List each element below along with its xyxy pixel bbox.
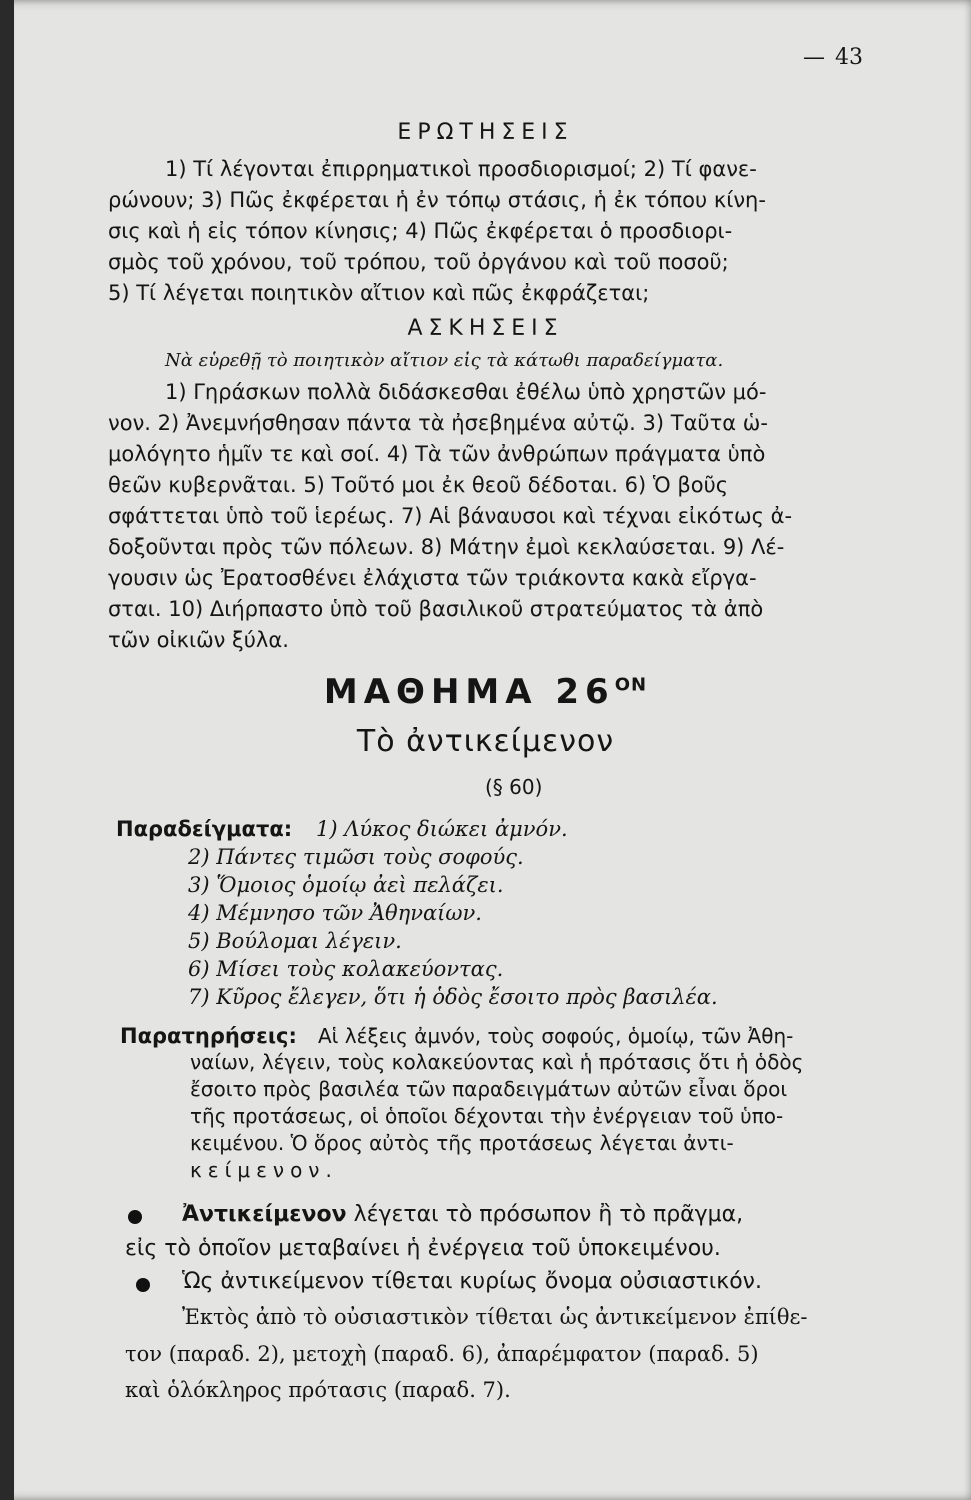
questions-line: 5) Τί λέγεται ποιητικὸν αἴτιον καὶ πῶς ἐκφράζεται; [108, 281, 650, 305]
remarks-line: Αἱ λέξεις ἀμνόν, τοὺς σοφούς, ὁμοίῳ, τῶν Ἀθη- [318, 1024, 794, 1048]
remarks-line: ἔσοιτο πρὸς βασιλέα τῶν παραδειγμάτων αὐτῶν εἶναι ὅροι [190, 1077, 788, 1101]
definition-line1 [182, 1202, 743, 1227]
page-number [803, 45, 863, 70]
remarks-line: ναίων, λέγειν, τοὺς κολακεύοντας καὶ ἡ πρότασις ὅτι ἡ ὁδὸς [190, 1050, 804, 1074]
definition-line1-rest: λέγεται τὸ πρόσωπον ἢ τὸ πρᾶγμα, [346, 1202, 744, 1227]
exercises-line: γουσιν ὡς Ἐρατοσθένει ἐλάχιστα τῶν τριάκοντα κακὰ εἴργα- [108, 566, 757, 590]
example-item: 6) Μίσει τοὺς κολακεύοντας. [188, 957, 504, 981]
questions-heading: ΕΡΩΤΗΣΕΙΣ [397, 120, 574, 145]
questions-line: ρώνουν; 3) Πῶς ἐκφέρεται ἡ ἐν τόπῳ στάσις, ἡ ἐκ τόπου κίνη- [108, 188, 766, 212]
page-number-dash: — [803, 45, 825, 70]
exercises-line: σφάττεται ὑπὸ τοῦ ἱερέως. 7) Αἱ βάναυσοι καὶ τέχναι εἰκότως ἀ- [108, 504, 793, 528]
exercises-instruction: Νὰ εὑρεθῇ τὸ ποιητικὸν αἴτιον εἰς τὰ κάτωθι παραδείγματα. [165, 350, 724, 371]
example-item: 7) Κῦρος ἔλεγεν, ὅτι ἡ ὁδὸς ἔσοιτο πρὸς βασιλέα. [188, 985, 718, 1009]
bullet-dot [128, 1210, 142, 1224]
lesson-title-sup: ΟΝ [614, 674, 648, 696]
examples-label: Παραδείγματα: [116, 817, 293, 841]
exercises-line: δοξοῦνται πρὸς τῶν πόλεων. 8) Μάτην ἐμοὶ κεκλαύσεται. 9) Λέ- [108, 535, 785, 559]
example-item: 3) Ὅμοιος ὁμοίῳ ἀεὶ πελάζει. [188, 873, 504, 897]
questions-line: σις καὶ ἡ εἰς τόπον κίνησις; 4) Πῶς ἐκφέρεται ὁ προσδιορι- [108, 219, 733, 243]
example-item: 4) Μέμνησο τῶν Ἀθηναίων. [188, 901, 482, 925]
page-number-value: 43 [835, 45, 863, 70]
rule-line: Ἐκτὸς ἀπὸ τὸ οὐσιαστικὸν τίθεται ὡς ἀντικείμενον ἐπίθε- [182, 1305, 808, 1329]
exercises-line: μολόγητο ἡμῖν τε καὶ σοί. 4) Τὰ τῶν ἀνθρώπων πράγματα ὑπὸ [108, 442, 766, 466]
definition-line2: εἰς τὸ ὁποῖον μεταβαίνει ἡ ἐνέργεια τοῦ ὑποκειμένου. [125, 1236, 721, 1261]
rule-line: καὶ ὁλόκληρος πρότασις (παραδ. 7). [125, 1378, 511, 1402]
example-item: 1) Λύκος διώκει ἀμνόν. [316, 817, 568, 841]
exercises-line: 1) Γηράσκων πολλὰ διδάσκεσθαι ἐθέλω ὑπὸ χρηστῶν μό- [165, 380, 767, 404]
exercises-heading: ΑΣΚΗΣΕΙΣ [407, 316, 564, 341]
lesson-title [0, 672, 971, 712]
definition-term: Ἀντικείμενον [182, 1202, 347, 1227]
exercises-line: θεῶν κυβερνᾶται. 5) Τοῦτό μοι ἐκ θεοῦ δέδοται. 6) Ὁ βοῦς [108, 473, 729, 497]
questions-line: 1) Τί λέγονται ἐπιρρηματικοὶ προσδιορισμοί; 2) Τί φανε- [165, 157, 757, 181]
rule-line1: Ὡς ἀντικείμενον τίθεται κυρίως ὄνομα οὐσιαστικόν. [182, 1269, 762, 1294]
remarks-line: κείμενον. [190, 1158, 338, 1182]
remarks-line: κειμένου. Ὁ ὅρος αὐτὸς τῆς προτάσεως λέγεται ἀντι- [190, 1131, 734, 1155]
lesson-subtitle: Τὸ ἀντικείμενον [356, 724, 615, 759]
exercises-line: σται. 10) Διήρπαστο ὑπὸ τοῦ βασιλικοῦ στρατεύματος τὰ ἀπὸ [108, 597, 764, 621]
bullet-dot [136, 1278, 150, 1292]
example-item: 5) Βούλομαι λέγειν. [188, 929, 402, 953]
lesson-section: (§ 60) [485, 775, 543, 799]
lesson-title-text: ΜΑΘΗΜΑ 26 [323, 672, 615, 712]
rule-line: τον (παραδ. 2), μετοχὴ (παραδ. 6), ἀπαρέμφατον (παραδ. 5) [125, 1342, 759, 1366]
exercises-line: νον. 2) Ἀνεμνήσθησαν πάντα τὰ ἠσεβημένα αὐτῷ. 3) Ταῦτα ὡ- [108, 411, 768, 435]
exercises-line: τῶν οἰκιῶν ξύλα. [108, 628, 289, 652]
remarks-label: Παρατηρήσεις: [120, 1024, 297, 1048]
questions-line: σμὸς τοῦ χρόνου, τοῦ τρόπου, τοῦ ὀργάνου καὶ τοῦ ποσοῦ; [108, 250, 729, 274]
example-item: 2) Πάντες τιμῶσι τοὺς σοφούς. [188, 845, 524, 869]
remarks-line: τῆς προτάσεως, οἱ ὁποῖοι δέχονται τὴν ἐνέργειαν τοῦ ὑπο- [190, 1104, 784, 1128]
